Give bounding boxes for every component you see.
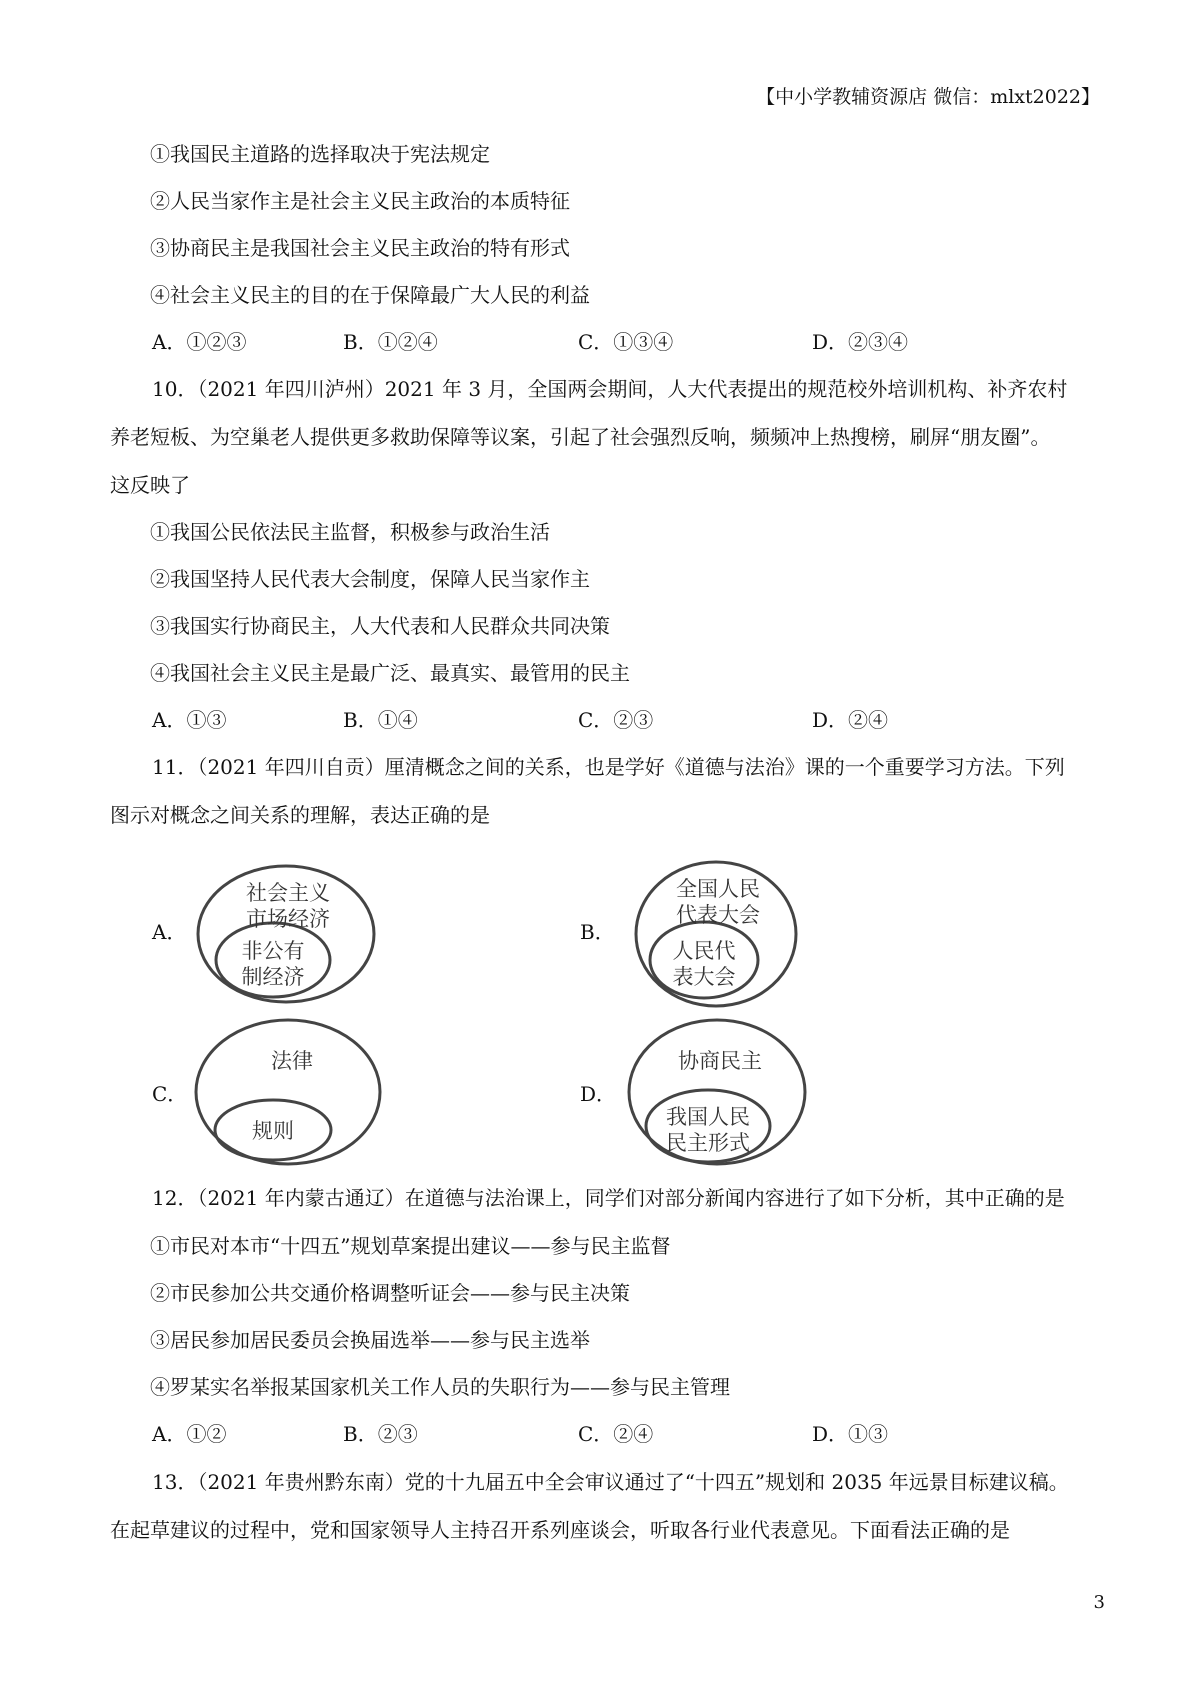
q12-option-a: A．①② [152, 1422, 227, 1446]
q11-stem-line-2: 图示对概念之间关系的理解，表达正确的是 [110, 803, 490, 827]
q11-figure-b [620, 856, 820, 1016]
q11-figure-a-inner-line-2: 制经济 [241, 965, 305, 989]
q10-option-b: B．①④ [343, 708, 418, 732]
q10-stem-line-2: 养老短板、为空巢老人提供更多救助保障等议案，引起了社会强烈反响，频频冲上热搜榜，刷屏“朋友圈”。 [110, 425, 1051, 449]
q12-statement-3: ③居民参加居民委员会换届选举——参与民主选举 [150, 1328, 590, 1352]
q11-figure-c-letter: C． [152, 1082, 188, 1106]
q9-option-c: C．①③④ [578, 330, 674, 354]
q13-stem-line-2: 在起草建议的过程中，党和国家领导人主持召开系列座谈会，听取各行业代表意见。下面看法正确的是 [110, 1518, 1010, 1542]
q9-statement-3: ③协商民主是我国社会主义民主政治的特有形式 [150, 236, 570, 260]
page-number: 3 [1093, 1592, 1105, 1613]
q11-figure-b-outer-line-1: 全国人民 [676, 877, 760, 901]
q10-option-d: D．②④ [812, 708, 889, 732]
q11-figure-d [620, 1012, 820, 1172]
q11-figure-b-outer-line-2: 代表大会 [676, 903, 760, 927]
q11-figure-a [190, 862, 390, 1012]
q10-stem-line-1: 10．（2021 年四川泸州）2021 年 3 月，全国两会期间，人大代表提出的规范校外培训机构、补齐农村 [152, 377, 1068, 401]
q12-statement-2: ②市民参加公共交通价格调整听证会——参与民主决策 [150, 1281, 630, 1305]
q10-statement-3: ③我国实行协商民主，人大代表和人民群众共同决策 [150, 614, 610, 638]
q12-option-d: D．①③ [812, 1422, 889, 1446]
q11-figure-b-inner-line-1: 人民代 [672, 939, 736, 963]
q11-figure-a-outer-line-1: 社会主义 [246, 881, 330, 905]
q9-statement-1: ①我国民主道路的选择取决于宪法规定 [150, 142, 490, 166]
page-header: 【中小学教辅资源店 微信：mlxt2022】 [756, 86, 1100, 108]
q10-stem-line-3: 这反映了 [110, 473, 190, 497]
q11-figure-d-outer-line-1: 协商民主 [678, 1049, 762, 1073]
q12-option-b: B．②③ [343, 1422, 418, 1446]
q9-option-b: B．①②④ [343, 330, 438, 354]
q10-statement-4: ④我国社会主义民主是最广泛、最真实、最管用的民主 [150, 661, 630, 685]
q13-stem-line-1: 13．（2021 年贵州黔东南）党的十九届五中全会审议通过了“十四五”规划和 2035 年远景目标建议稿。 [152, 1470, 1069, 1494]
q11-figure-a-outer-line-2: 市场经济 [246, 907, 330, 931]
q11-figure-b-letter: B． [580, 920, 615, 944]
q12-statement-1: ①市民对本市“十四五”规划草案提出建议——参与民主监督 [150, 1234, 671, 1258]
q11-figure-d-letter: D． [580, 1082, 617, 1106]
q12-statement-4: ④罗某实名举报某国家机关工作人员的失职行为——参与民主管理 [150, 1375, 730, 1399]
q11-stem-line-1: 11．（2021 年四川自贡）厘清概念之间的关系，也是学好《道德与法治》课的一个重要学习方法。下列 [152, 755, 1065, 779]
q12-option-c: C．②④ [578, 1422, 654, 1446]
q10-option-a: A．①③ [152, 708, 227, 732]
q9-option-a: A．①②③ [152, 330, 247, 354]
q9-statement-2: ②人民当家作主是社会主义民主政治的本质特征 [150, 189, 570, 213]
q12-stem: 12．（2021 年内蒙古通辽）在道德与法治课上，同学们对部分新闻内容进行了如下分析，其中正确的是 [152, 1186, 1065, 1210]
q11-figure-c [190, 1012, 390, 1172]
q11-figure-b-inner-line-2: 表大会 [672, 965, 736, 989]
q9-statement-4: ④社会主义民主的目的在于保障最广大人民的利益 [150, 283, 590, 307]
q10-statement-1: ①我国公民依法民主监督，积极参与政治生活 [150, 520, 550, 544]
q10-statement-2: ②我国坚持人民代表大会制度，保障人民当家作主 [150, 567, 590, 591]
q11-figure-a-inner-line-1: 非公有 [241, 939, 305, 963]
q11-figure-d-inner-line-2: 民主形式 [666, 1131, 750, 1155]
q10-option-c: C．②③ [578, 708, 654, 732]
q11-figure-c-outer-line-1: 法律 [271, 1049, 313, 1073]
q9-option-d: D．②③④ [812, 330, 909, 354]
q11-figure-a-letter: A． [152, 920, 187, 944]
q11-figure-d-inner-line-1: 我国人民 [666, 1105, 750, 1129]
q11-figure-c-inner-line-1: 规则 [252, 1119, 294, 1143]
